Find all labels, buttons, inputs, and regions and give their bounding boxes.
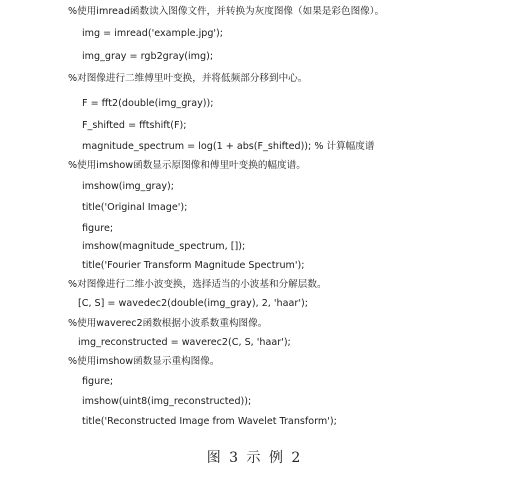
comment-line-5: %使用waverec2函数根据小波系数重构图像。 (68, 318, 268, 329)
comment-line-3: %使用imshow函数显示原图像和傅里叶变换的幅度谱。 (68, 160, 306, 171)
figure-caption: 图 3 示 例 2 (206, 450, 303, 466)
code-line-title-original: title('Original Image'); (82, 202, 188, 213)
code-line-imshow-uint8: imshow(uint8(img_reconstructed)); (82, 396, 252, 407)
comment-line-1: %使用imread函数读入图像文件，并转换为灰度图像（如果是彩色图像）。 (68, 6, 385, 17)
code-line-title-fourier: title('Fourier Transform Magnitude Spectrum'); (82, 260, 305, 271)
code-line-magnitude: magnitude_spectrum = log(1 + abs(F_shifted)); % 计算幅度谱 (82, 141, 375, 152)
code-line-rgb2gray: img_gray = rgb2gray(img); (82, 51, 214, 62)
code-line-title-reconstructed: title('Reconstructed Image from Wavelet Transform'); (82, 416, 337, 427)
code-line-fft2: F = fft2(double(img_gray)); (82, 98, 214, 109)
comment-line-2: %对图像进行二维傅里叶变换，并将低频部分移到中心。 (68, 73, 308, 84)
code-line-figure-1: figure; (82, 223, 114, 234)
code-line-figure-2: figure; (82, 376, 114, 387)
comment-line-6: %使用imshow函数显示重构图像。 (68, 356, 220, 367)
comment-line-4: %对图像进行二维小波变换，选择适当的小波基和分解层数。 (68, 279, 327, 290)
code-line-imshow-gray: imshow(img_gray); (82, 181, 175, 192)
code-line-fftshift: F_shifted = fftshift(F); (82, 120, 187, 131)
code-line-waverec2: img_reconstructed = waverec2(C, S, 'haar'); (78, 337, 291, 348)
code-line-wavedec2: [C, S] = wavedec2(double(img_gray), 2, 'haar'); (78, 298, 308, 309)
code-line-imshow-magnitude: imshow(magnitude_spectrum, []); (82, 241, 246, 252)
code-line-imread: img = imread('example.jpg'); (82, 28, 224, 39)
